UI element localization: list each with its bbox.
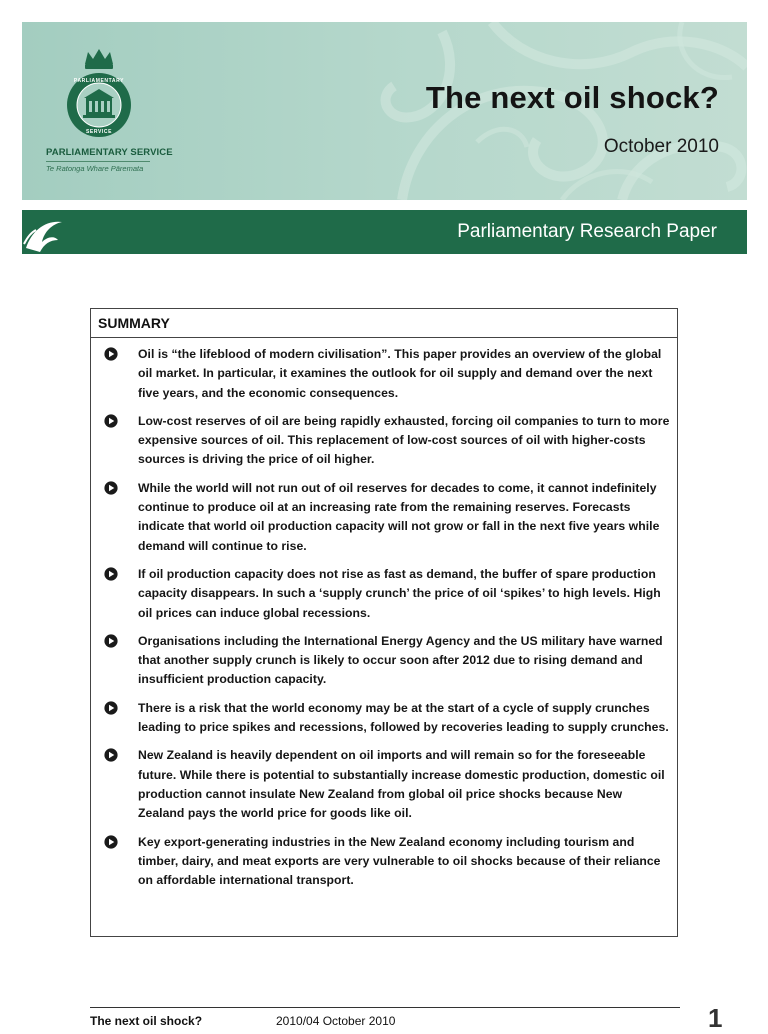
summary-item bbox=[91, 833, 677, 891]
series-title: Parliamentary Research Paper bbox=[457, 221, 717, 242]
summary-item-text: Organisations including the International Energy Agency and the US military have warned that another supply crunch is likely to occur soon after 2012 due to rising demand and insufficient production capacity. bbox=[138, 633, 663, 687]
org-name: PARLIAMENTARY SERVICE bbox=[46, 147, 173, 158]
crest-lower-text: SERVICE bbox=[85, 129, 113, 135]
header-banner bbox=[22, 22, 747, 200]
summary-item bbox=[91, 479, 677, 556]
page-title: The next oil shock? bbox=[425, 80, 719, 115]
publication-date: October 2010 bbox=[603, 136, 719, 157]
summary-item-text: Key export-generating industries in the New Zealand economy including tourism and timber, dairy, and meat exports are very vulnerable to oil shocks because of their reliance on affordable international transport. bbox=[138, 834, 661, 888]
fern-frond-icon bbox=[22, 210, 70, 254]
summary-item bbox=[91, 345, 677, 403]
summary-item bbox=[91, 699, 677, 738]
page-number: 1 bbox=[708, 1003, 723, 1033]
summary-item bbox=[91, 746, 677, 823]
summary-item-text: Low-cost reserves of oil are being rapidly exhausted, forcing oil companies to turn to more expensive sources of oil. This replacement of low-cost sources of oil with higher-costs sources is driving the price of oil higher. bbox=[138, 413, 670, 467]
summary-item-text: If oil production capacity does not rise as fast as demand, the buffer of spare production capacity disappears. In such a ‘supply crunch’ the price of oil ‘spikes’ to high levels. High oil prices can induce global recessions. bbox=[138, 566, 661, 620]
play-circle-icon bbox=[104, 414, 118, 428]
summary-item-text: There is a risk that the world economy may be at the start of a cycle of supply crunches leading to price spikes and recessions, followed by recoveries leading to supply crunches. bbox=[138, 700, 669, 735]
footer-divider bbox=[90, 1007, 680, 1008]
play-circle-icon bbox=[104, 835, 118, 849]
crest-upper-text: PARLIAMENTARY bbox=[73, 78, 125, 84]
summary-item bbox=[91, 412, 677, 470]
play-circle-icon bbox=[104, 634, 118, 648]
summary-item-text: While the world will not run out of oil reserves for decades to come, it cannot indefinitely continue to produce oil at an increasing rate from the remaining reserves. Forecasts indicate that world oil production capacity will not grow or fall in the next five years while demand will continue to rise. bbox=[138, 480, 660, 553]
summary-heading: SUMMARY bbox=[91, 309, 677, 338]
parliamentary-crest-icon bbox=[66, 48, 132, 140]
summary-item bbox=[91, 565, 677, 623]
play-circle-icon bbox=[104, 701, 118, 715]
summary-item-text: Oil is “the lifeblood of modern civilisation”. This paper provides an overview of the global oil market. In particular, it examines the outlook for oil supply and demand over the next five years, and the economic consequences. bbox=[138, 347, 662, 400]
play-circle-icon bbox=[104, 567, 118, 581]
footer-title: The next oil shock? bbox=[90, 1014, 203, 1028]
summary-item bbox=[91, 632, 677, 690]
org-maori-name: Te Ratonga Whare Pāremata bbox=[46, 164, 144, 173]
org-divider bbox=[46, 161, 150, 162]
footer-reference: 2010/04 October 2010 bbox=[276, 1014, 396, 1028]
summary-list bbox=[91, 345, 677, 890]
summary-box bbox=[90, 308, 678, 937]
play-circle-icon bbox=[104, 347, 118, 361]
play-circle-icon bbox=[104, 481, 118, 495]
series-bar bbox=[22, 210, 747, 254]
summary-item-text: New Zealand is heavily dependent on oil imports and will remain so for the foreseeable future. While there is potential to substantially increase domestic production, domestic oil production cannot insulate New Zealand from global oil price shocks because New Zealand pays the world price for goods like oil. bbox=[138, 748, 665, 821]
play-circle-icon bbox=[104, 748, 118, 762]
